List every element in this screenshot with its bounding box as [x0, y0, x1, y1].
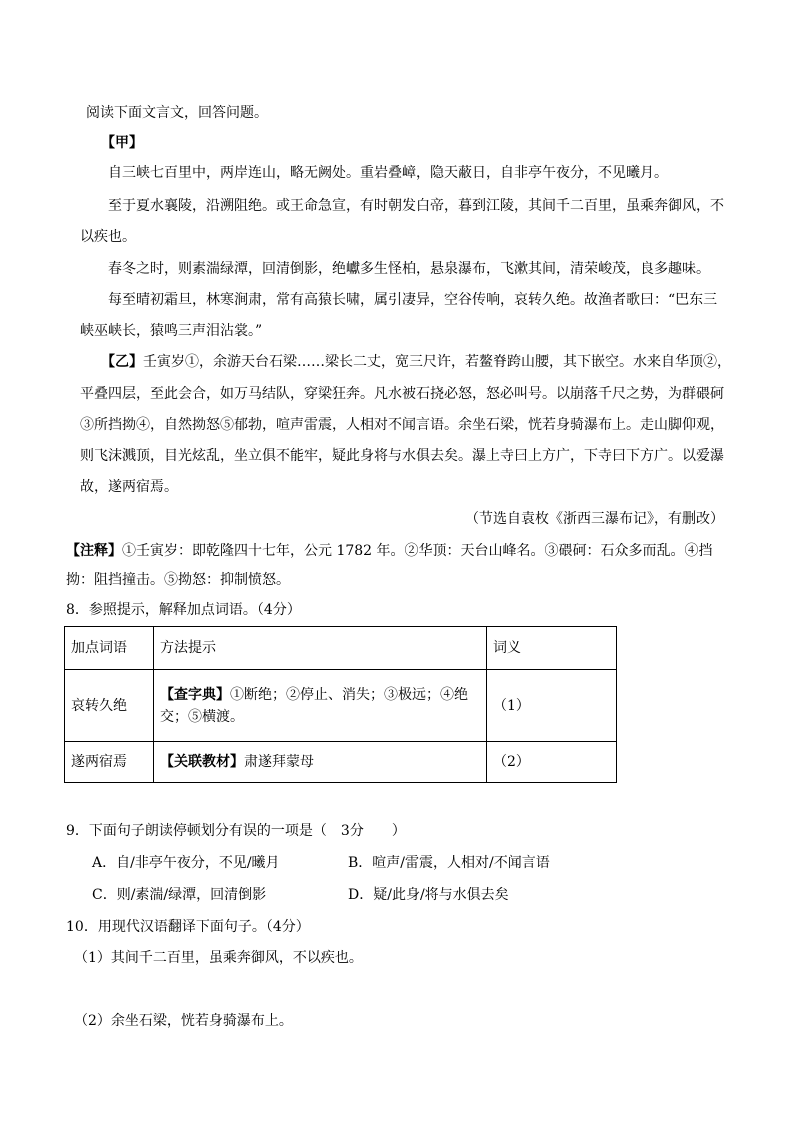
jia-paragraph-2-line-2: 以疾也。	[80, 229, 136, 245]
question-10: 10．用现代汉语翻译下面句子。（4分）	[66, 919, 310, 935]
note-line-1-text: ①壬寅岁：即乾隆四十七年，公元 1782 年。②华顶：天台山峰名。③碨砢：石众多而乱。④挡	[122, 543, 713, 559]
table-header-row	[65, 627, 617, 670]
hint-label: 【查字典】	[160, 686, 230, 703]
question-9: 9．下面句子朗读停顿划分有误的一项是（ 3分 ）	[66, 823, 406, 839]
note-label: 【注释】	[66, 543, 122, 559]
jia-paragraph-1: 自三峡七百里中，两岸连山，略无阙处。重岩叠嶂，隐天蔽日，自非亭午夜分，不见曦月。	[108, 165, 668, 181]
jia-paragraph-4-line-1: 每至晴初霜旦，林寒涧肃，常有高猿长啸，属引凄异，空谷传响，哀转久绝。故渔者歌曰：“巴东三	[108, 292, 718, 308]
table-header-hint: 方法提示	[154, 627, 487, 670]
intro-text: 阅读下面文言文，回答问题。	[86, 105, 268, 121]
option-b[interactable]: B．喧声/雷震，人相对/不闻言语	[348, 855, 550, 871]
table-cell-hint	[154, 742, 487, 783]
jia-label: 【甲】	[101, 135, 143, 151]
table-cell-word: 哀转久绝	[65, 670, 154, 742]
table-cell-hint	[154, 670, 487, 742]
table-row	[65, 670, 617, 742]
hint-text: 肃遂拜蒙母	[244, 754, 314, 770]
table-header-meaning: 词义	[487, 627, 617, 670]
question-8: 8．参照提示，解释加点词语。（4分）	[66, 602, 301, 618]
vocab-table	[64, 626, 617, 783]
option-a[interactable]: A．自/非亭午夜分，不见/曦月	[92, 855, 280, 871]
yi-line-2: 平叠四层，至此会合，如万马结队，穿梁狂奔。凡水被石挠必怒，怒必叫号。以崩落千尺之势，为群碨砢	[80, 386, 724, 402]
jia-paragraph-4-line-2: 峡巫峡长，猿鸣三声泪沾裳。”	[80, 323, 263, 339]
question-10-2: （2）余坐石梁，恍若身骑瀑布上。	[74, 1013, 293, 1029]
option-c[interactable]: C．则/素湍/绿潭，回清倒影	[92, 887, 267, 903]
yi-line-1-text: 壬寅岁①，余游天台石梁……梁长二丈，宽三尺许，若鳌脊跨山腰，其下嵌空。水来自华顶②，	[143, 354, 731, 370]
note-line-2: 拗：阻挡撞击。⑤拗怒：抑制愤怒。	[66, 572, 290, 588]
yi-line-1	[101, 352, 731, 372]
table-header-word: 加点词语	[65, 627, 154, 670]
table-cell-word: 遂两宿焉	[65, 742, 154, 783]
table-cell-answer[interactable]: （1）	[487, 670, 617, 742]
hint-label: 【关联教材】	[160, 754, 244, 770]
option-d[interactable]: D．疑/此身/将与水俱去矣	[348, 887, 509, 903]
hint-text: ①断绝；②停止、消失；③极远；④绝	[230, 686, 468, 703]
jia-paragraph-2-line-1: 至于夏水襄陵，沿溯阻绝。或王命急宣，有时朝发白帝，暮到江陵，其间千二百里，虽乘奔御风，不	[108, 198, 724, 214]
table-row	[65, 742, 617, 783]
note-line-1	[66, 541, 713, 561]
yi-line-4: 则飞沫溅顶，目光炫乱，坐立俱不能牢，疑此身将与水俱去矣。瀑上寺曰上方广，下寺曰下方广。以爱瀑	[80, 448, 724, 464]
yi-line-3: ③所挡拗④，自然拗怒⑤郁勃，喧声雷震，人相对不闻言语。余坐石梁，恍若身骑瀑布上。走山脚仰观，	[80, 417, 724, 433]
jia-paragraph-3: 春冬之时，则素湍绿潭，回清倒影，绝巘多生怪柏，悬泉瀑布，飞漱其间，清荣峻茂，良多趣味。	[108, 261, 710, 277]
yi-line-5: 故，遂两宿焉。	[80, 479, 178, 495]
source-citation: （节选自袁枚《浙西三瀑布记》，有删改）	[465, 511, 724, 527]
table-cell-answer[interactable]: （2）	[487, 742, 617, 783]
question-10-1: （1）其间千二百里，虽乘奔御风，不以疾也。	[74, 950, 363, 966]
yi-label: 【乙】	[101, 354, 143, 370]
hint-text-2: 交；⑤横渡。	[160, 708, 244, 725]
